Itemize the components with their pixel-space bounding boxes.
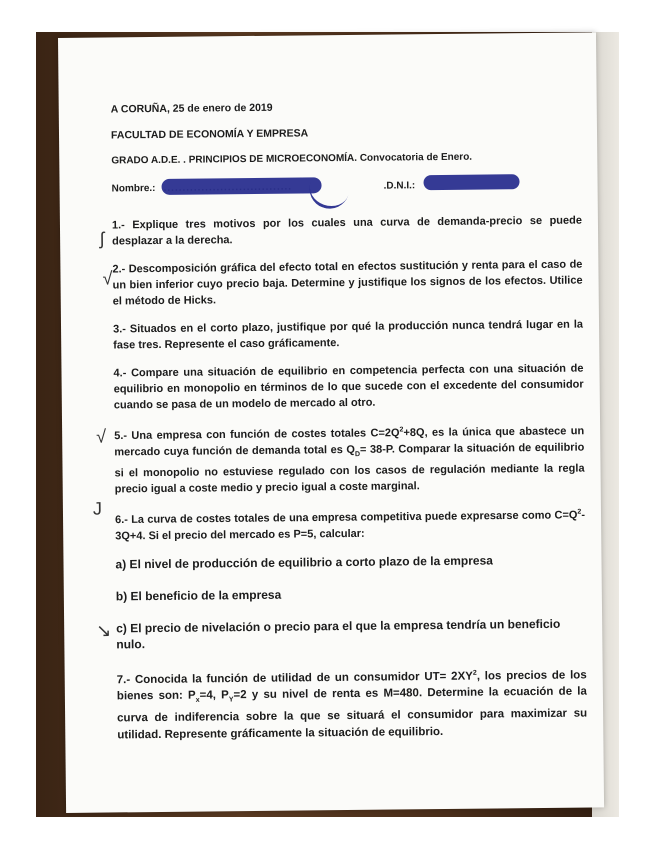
question-7: 7.- Conocida la función de utilidad de un consumidor $UT= 2XY^2$, los precios de los bienes son: $P_x=4$, $P_Y=2$ y su nivel de renta es M=480. Determine la ecuación de la curva de indiferencia sobre la que se situará el consumidor para maximizar su utilidad. Represente gráficamente la situación de equilibrio.	[116, 668, 588, 742]
question-2: 2.- Descomposición gráfica del efecto total en efectos sustitución y renta para el caso de un bien inferior cuyo precio baja. Determine y justifique los signos de los efectos. Utilice el método de Hicks.	[112, 258, 583, 308]
handwritten-tick-q1: ʃ	[99, 228, 105, 249]
faculty-line: FACULTAD DE ECONOMÍA Y EMPRESA	[110, 127, 309, 142]
dni-label: .D.N.I.:	[383, 180, 416, 192]
exam-sheet	[58, 32, 604, 813]
name-redaction	[161, 177, 321, 195]
question-6b: b) El beneficio de la empresa	[115, 587, 282, 603]
question-4: 4.- Compare una situación de equilibrio en competencia perfecta con una situación de equilibrio en monopolio en términos de lo que sucede con el excedente del consumidor cuando se pasa de un modelo de mercado al otro.	[113, 362, 584, 412]
handwritten-tick-q5: √	[96, 426, 107, 447]
exam-content	[92, 97, 588, 757]
question-1: 1.- Explique tres motivos por los cuales una curva de demanda-precio se puede desplazar a la derecha.	[111, 214, 583, 248]
handwritten-tick-q6: J	[92, 498, 103, 519]
question-6c: c) El precio de nivelación o precio para el que la empresa tendría un beneficio nulo.	[116, 616, 561, 651]
handwritten-tick-q2: √	[102, 268, 113, 289]
place-date: A CORUÑA, 25 de enero de 2019	[110, 101, 273, 116]
question-3: 3.- Situados en el corto plazo, justifique por qué la producción nunca tendrá lugar en la fase tres. Represente el caso gráficamente.	[112, 318, 584, 352]
dni-redaction	[423, 174, 519, 190]
question-6: 6.- La curva de costes totales de una empresa competitiva puede expresarse como $C=Q^2-3Q+4$. Si el precio del mercado es P=5, calcular:	[114, 508, 586, 542]
degree-line: GRADO A.D.E. . PRINCIPIOS DE MICROECONOMÍA. Convocatoria de Enero.	[111, 151, 473, 167]
name-label: Nombre.:	[111, 182, 156, 195]
question-6a: a) El nivel de producción de equilibrio a corto plazo de la empresa	[115, 552, 493, 571]
handwritten-tick-q7: ↘	[96, 620, 112, 641]
question-5: 5.- Una empresa con función de costes totales $C=2Q^2+8Q$, es la única que abastece un mercado cuya función de demanda total es $Q_D= 38-P$. Comparar la situación de equilibrio si el monopolio no estuviese regulado con los casos de regulación mediante la regla precio igual a coste medio y precio igual a coste marginal.	[114, 425, 585, 496]
name-row	[112, 177, 582, 200]
